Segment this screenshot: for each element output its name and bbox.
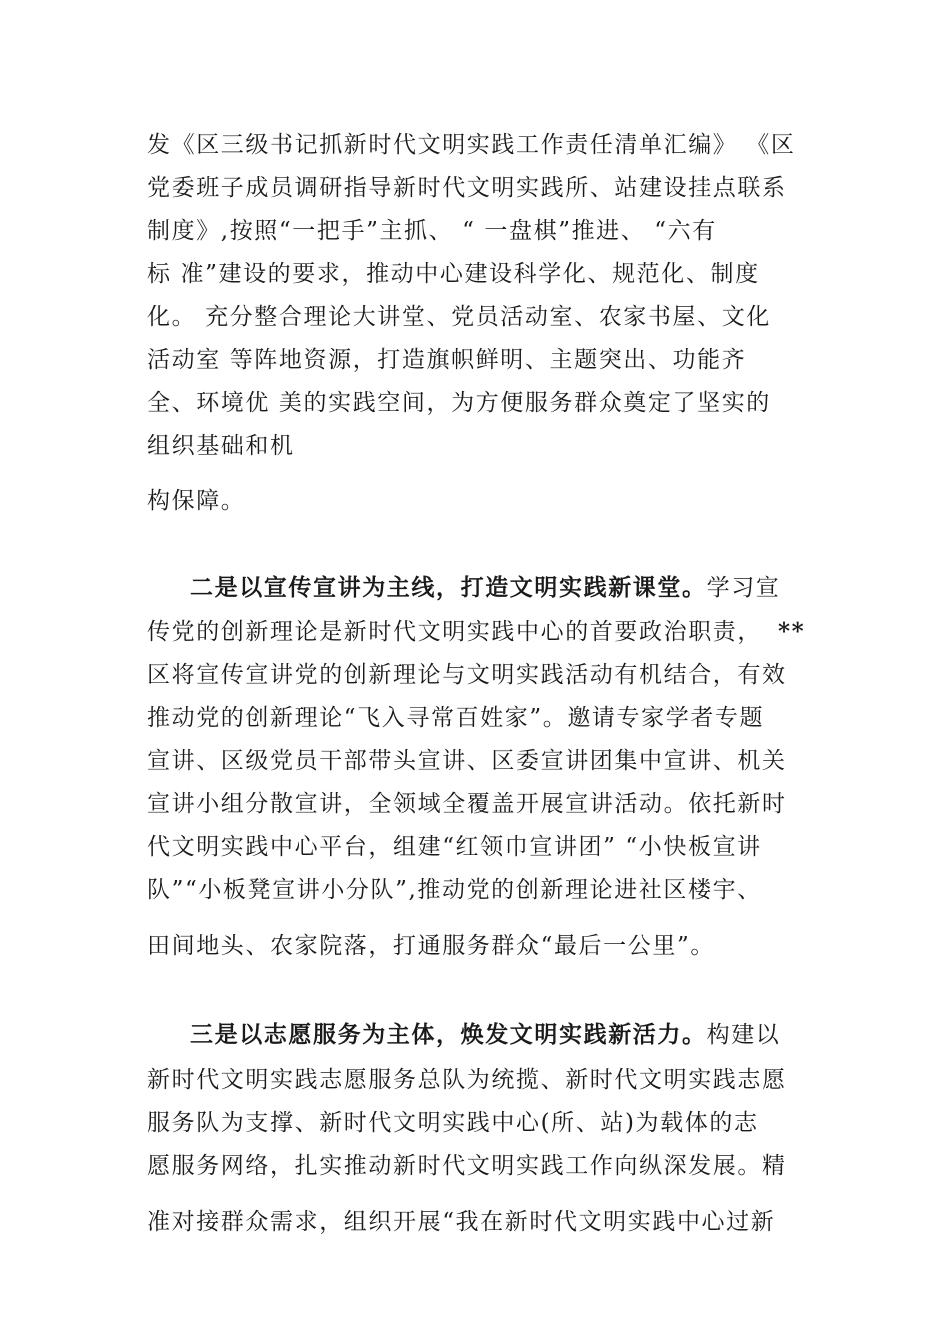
paragraph-2-line: 代文明实践中心平台，组建“红领巾宣讲团” “小快板宣讲 bbox=[147, 834, 762, 860]
paragraph-2-line: 宣讲小组分散宣讲，全领域全覆盖开展宣讲活动。依托新时 bbox=[147, 791, 787, 817]
redaction-mark: ** bbox=[778, 618, 806, 645]
paragraph-3-line: 准对接群众需求，组织开展“我在新时代文明实践中心过新 bbox=[147, 1209, 776, 1235]
paragraph-3-line: 愿服务网络，扎实推动新时代文明实践工作向纵深发展。精 bbox=[147, 1153, 787, 1179]
paragraph-2-line: 推动党的创新理论“飞入寻常百姓家”。邀请专家学者专题 bbox=[147, 705, 765, 731]
paragraph-2-heading: 二是以宣传宣讲为主线，打造文明实践新课堂。 bbox=[190, 574, 707, 601]
paragraph-1-line: 发《区三级书记抓新时代文明实践工作责任清单汇编》 《区 bbox=[147, 132, 796, 158]
paragraph-1-line: 活动室 等阵地资源，打造旗帜鲜明、主题突出、功能齐 bbox=[147, 347, 747, 373]
paragraph-1-line: 全、环境优 美的实践空间，为方便服务群众奠定了坚实的 bbox=[147, 390, 771, 416]
paragraph-2-line bbox=[147, 617, 817, 647]
paragraph-3-first-line-rest: 构建以 bbox=[706, 1022, 781, 1048]
paragraph-3-first-line bbox=[190, 1020, 830, 1050]
paragraph-2-line: 区将宣传宣讲党的创新理论与文明实践活动有机结合，有效 bbox=[147, 662, 787, 688]
paragraph-3-line: 服务队为支撑、新时代文明实践中心(所、站)为载体的志 bbox=[147, 1110, 759, 1136]
paragraph-1-tail: 构保障。 bbox=[147, 488, 246, 514]
paragraph-2-line: 队”“小板凳宣讲小分队”,推动党的创新理论进社区楼宇、 bbox=[147, 877, 762, 903]
paragraph-1-line: 标 准”建设的要求，推动中心建设科学化、规范化、制度 bbox=[147, 261, 760, 287]
paragraph-1-line: 制度》,按照“一把手”主抓、 “ 一盘棋”推进、 “六有 bbox=[147, 218, 717, 244]
paragraph-3-heading: 三是以志愿服务为主体，焕发文明实践新活力。 bbox=[190, 1021, 707, 1048]
paragraph-1-line: 组织基础和机 bbox=[147, 433, 295, 459]
paragraph-2-line: 宣讲、区级党员干部带头宣讲、区委宣讲团集中宣讲、机关 bbox=[147, 748, 787, 774]
paragraph-1-line: 化。 充分整合理论大讲堂、党员活动室、农家书屋、文化 bbox=[147, 304, 771, 330]
paragraph-2-line: 田间地头、农家院落，打通服务群众“最后一公里”。 bbox=[147, 933, 715, 959]
paragraph-2-first-line-rest: 学习宣 bbox=[706, 575, 781, 601]
paragraph-2-line-text: 传党的创新理论是新时代文明实践中心的首要政治职责， bbox=[147, 619, 762, 645]
paragraph-3-line: 新时代文明实践志愿服务总队为统揽、新时代文明实践志愿 bbox=[147, 1067, 787, 1093]
paragraph-2-first-line bbox=[190, 573, 830, 603]
paragraph-1-line: 党委班子成员调研指导新时代文明实践所、站建设挂点联系 bbox=[147, 175, 787, 201]
